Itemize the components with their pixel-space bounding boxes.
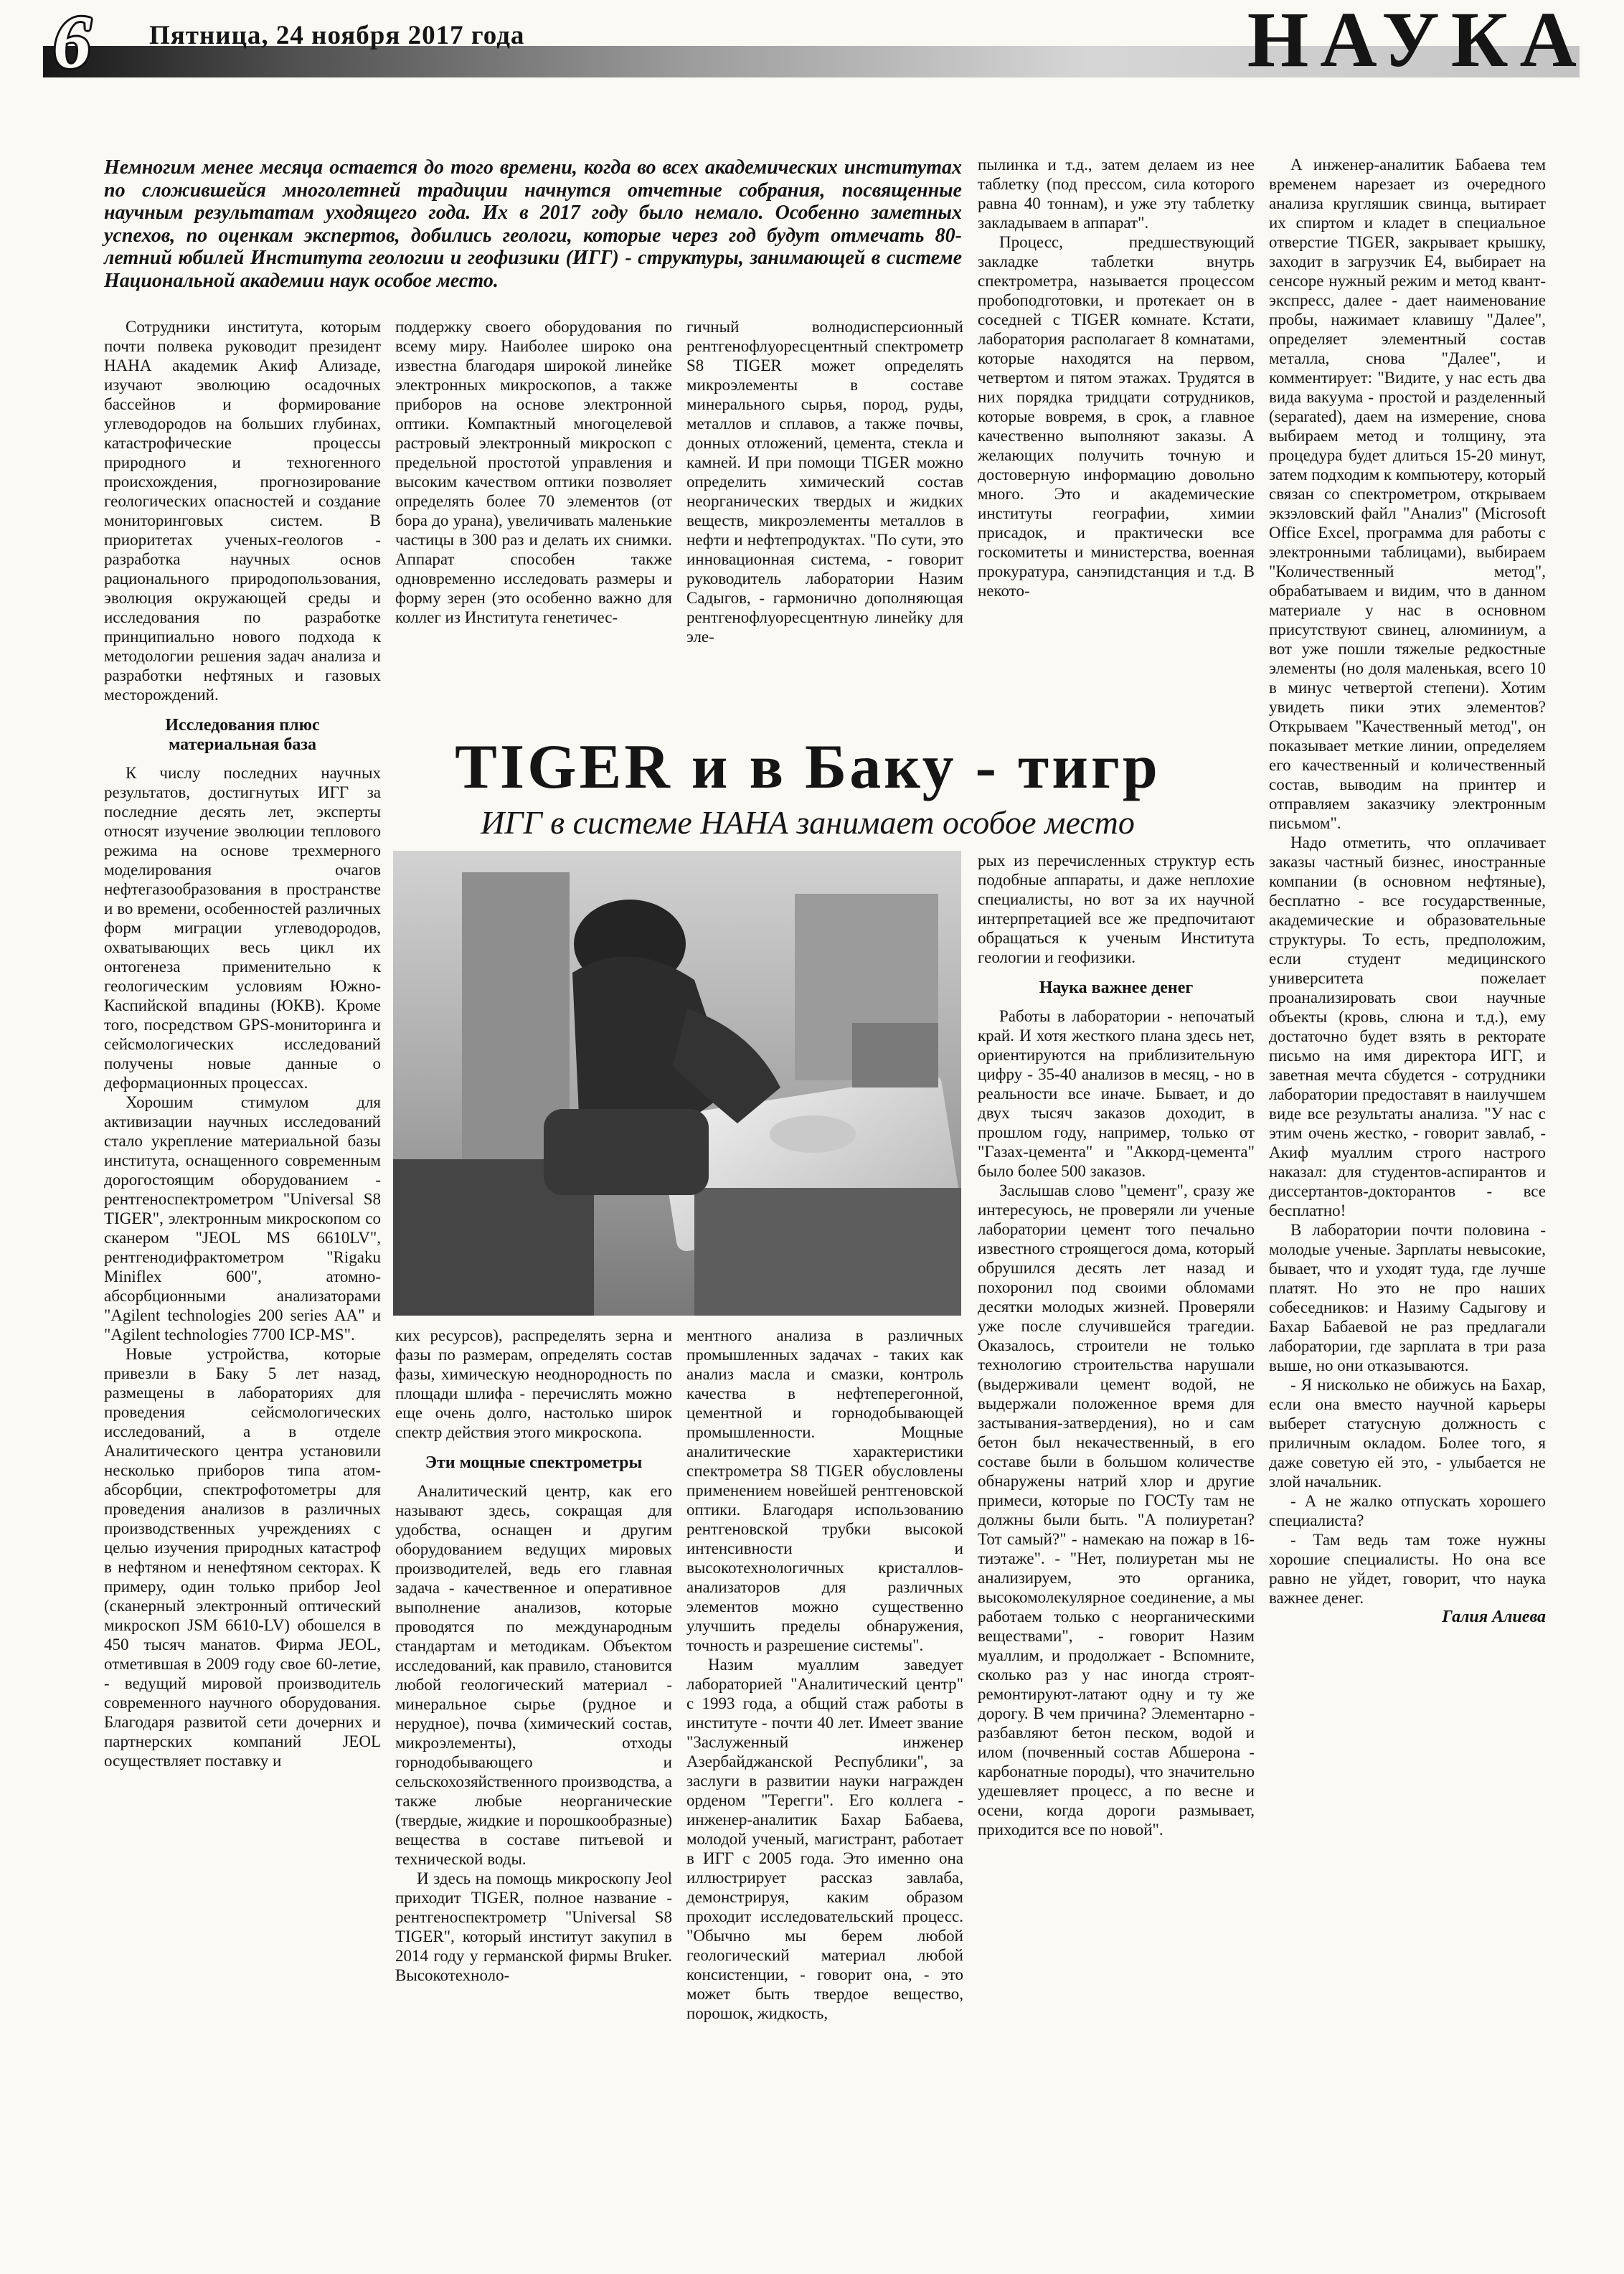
paragraph: И здесь на помощь микроскопу Jeol приходит TIGER, полное название - рентгеноспектрометр "Universal S8 TIGER", который институт закупил в 2014 году у германской фирмы Bruker. Высокотехноло-: [395, 1869, 672, 1984]
paragraph: А инженер-аналитик Бабаева тем временем нарезает из очередного анализа кругляшик свинца, вытирает их спиртом и кладет в специальное отверстие TIGER, закрывает крышку, заходит в загрузчик Е4, выбирает на сенсоре нужный режим и метод квант-экспресс, далее - дает наименование пробы, нажимает клавишу "Далее", определяет элементный состав металла, снова "Далее", и комментирует: "Видите, у нас есть два вида вакуума - простой и разделенный (separated), даем на измерение, снова выбираем метод и толщину, эта процедура будет длиться 15-20 минут, затем подходим к компьютеру, который связан со спектрометром, открываем экзэловский файл "Анализ" (Microsoft Office Excel, программа для работы с электронными таблицами), выбираем "Количественный метод", обрабатываем и видим, что в данном материале у нас в основном присутствуют свинец, алюминиум, а вот уже пошли тяжелые редкостные элементы (но доля маленькая, всего 10 в минус четвертой степени). Хотим увидеть пики этих элементов? Открываем "Качественный метод", он показывает меткие линии, определяем его качественный и количественный состав, выводим на принтер и отправляем заказчику электронным письмом".: [1269, 156, 1546, 832]
paragraph: К числу последних научных результатов, достигнутых ИГГ за последние десять лет, эксперты относят изучение эволюции теплового режима на основе трехмерного моделирования очагов нефтегазообразования в пространстве и во времени, особенностей различных форм миграции углеводородов, охватывающих весь цикл их онтогенеза применительно к геологическим условиям Южно-Каспийской впадины (ЮКВ). Кроме того, посредством GPS-мониторинга и сейсмологических исследований получены новые данные о деформационных процессах.: [104, 764, 381, 1092]
lead-paragraph: Немногим менее месяца остается до того времени, когда во всех академических институтах по сложившейся многолетней традиции начнутся отчетные собрания, посвященные научным результатам уходящего года. Их в 2017 году было немало. Особенно заметных успехов, по оценкам экспертов, добились геологи, которые через год будут отмечать 80-летний юбилей Института геологии и геофизики (ИГГ) - структуры, занимающей в системе Национальной академии наук особое место.: [104, 156, 962, 292]
column-4-lower: [978, 851, 1255, 2228]
paragraph: Процесс, предшествующий закладке таблетки внутрь спектрометра, называется процессом пробоподготовки, и протекает он в соседней с TIGER комнате. Кстати, лаборатория располагает 8 комнатами, которые находятся на первом, четвертом и пятом этажах. Трудятся в них порядка тридцати сотрудников, которые вовремя, в срок, а главное качественно выполняют заказы. А желающих получить точную и достоверную информацию довольно много. Это и академические институты географии, химии присадок, и практически все госкомитеты и министерства, военная прокуратура, санэпидстанция и т.д. В некото-: [978, 233, 1255, 600]
paragraph: В лаборатории почти половина - молодые ученые. Зарплаты невысокие, бывает, что и уходят туда, где лучше платят. Но это не про наших собеседников: и Назиму Садыгову и Бахар Бабаевой не раз предлагали лаборатории, где зарплата в три раза выше, но они отказываются.: [1269, 1221, 1546, 1374]
article-headline: TIGER и в Баку - тигр: [455, 732, 1161, 802]
paragraph: Назим муаллим заведует лабораторией "Аналитический центр" с 1993 года, а общий стаж работы в институте - почти 40 лет. Имеет звание "Заслуженный инженер Азербайджанской Республики", за заслуги в развитии науки награжден орденом "Терегги". Его коллега - инженер-аналитик Бахар Бабаева, молодой ученый, магистрант, работает в ИГГ с 2005 года. Это именно она иллюстрирует рассказ завлаба, демонстрируя, каким образом проходит исследовательский процесс. "Обычно мы берем любой геологический материал любой консистенции, - говорит она, - это может быть твердое вещество, порошок, жидкость,: [686, 1656, 963, 2022]
paragraph: ких ресурсов), распределять зерна и фазы по размерам, определять состав фазы, химическую неоднородность по площади шлифа - перечислять можно еще очень долго, настолько широк спектр действия этого микроскопа.: [395, 1326, 672, 1441]
article-photo: [393, 851, 961, 1316]
article-subheadline: ИГГ в системе НАНА занимает особое место: [481, 804, 1135, 841]
photo-illustration: [393, 851, 961, 1316]
paragraph: пылинка и т.д., затем делаем из нее таблетку (под прессом, сила которого равна 40 тоннам), и уже эту таблетку закладываем в аппарат".: [978, 156, 1255, 232]
paragraph: Хорошим стимулом для активизации научных исследований стало укрепление материальной базы института, оснащенного современным дорогостоящим оборудованием - рентгеноспектрометром "Universal S8 TIGER", электронным микроскопом со сканером "JEOL MS 6610LV", рентгенодифрактометром "Rigaku Miniflex 600", атомно-абсорбционными анализаторами "Agilent technologies 200 series AA" и "Agilent technologies 7700 ICP-MS".: [104, 1093, 381, 1344]
paragraph: рых из перечисленных структур есть подобные аппараты, и даже неплохие специалисты, но вот за их научной интерпретацией все же предпочитают обращаться к ученым Института геологии и геофизики.: [978, 851, 1255, 966]
column-3-upper: [686, 317, 963, 737]
column-5: [1269, 155, 1546, 2235]
subhead-spectrometers: Эти мощные спектрометры: [425, 1453, 643, 1472]
paragraph: - Там ведь там тоже нужны хорошие специалисты. Но она все равно не уйдет, говорит, что наука важнее денег.: [1269, 1531, 1546, 1607]
subhead-science-over-money: Наука важнее денег: [1039, 978, 1194, 997]
column-1: [104, 317, 381, 2228]
paragraph: Работы в лаборатории - непочатый край. И хотя жесткого плана здесь нет, ориентируются на приблизительную цифру - 35-40 анализов в месяц, - но в реальности все иначе. Бывает, и до двух тысяч заказов доходит, в прошлом году, например, только от "Газах-цемента" и "Аккорд-цемента" было более 500 заказов.: [978, 1007, 1255, 1180]
paragraph: Аналитический центр, как его называют здесь, сокращая для удобства, оснащен и другим оборудованием ведущих мировых производителей, ведь его главная задача - качественное и оперативное выполнение анализов, которые проводятся по международным стандартам и методикам. Объектом исследований, как правило, становится любой геологический материал - минеральное сырье (рудное и нерудное), почва (химический состав, микроэлементы), отходы горнодобывающего и сельскохозяйственного производства, а также любые неорганические (твердые, жидкие и порошкообразные) вещества в составе питьевой и технической воды.: [395, 1482, 672, 1868]
page-number: 6: [53, 0, 91, 84]
column-4-upper: [978, 155, 1255, 737]
column-2-lower: [395, 1326, 672, 2228]
subhead-research-base: Исследования плюс материальная база: [165, 716, 320, 754]
paragraph: Надо отметить, что оплачивает заказы частный бизнес, иностранные компании (в основном нефтяные), бесплатно - все государственные, академические и образовательные структуры. То есть, предположим, если студент медицинского университета пожелает проанализировать свои научные объекты (кровь, слюна и т.д.), ему достаточно будет взять в ректорате письмо на имя директора ИГГ, и заветная мечта сбудется - сотрудники лаборатории предоставят в наилучшем виде все результаты анализа. "У нас с этим очень жестко, - говорит завлаб, - Акиф муаллим строго настрого наказал: для студентов-аспирантов и диссертантов-докторантов - все бесплатно!: [1269, 834, 1546, 1219]
paragraph: - А не жалко отпускать хорошего специалиста?: [1269, 1492, 1546, 1529]
paragraph: гичный волнодисперсионный рентгенофлуоресцентный спектрометр S8 TIGER может определять микроэлементы в составе минерального сырья, пород, руды, металлов и сплавов, а также почвы, донных отложений, цемента, стекла и камней. И при помощи TIGER можно определить химический состав неорганических твердых и жидких веществ, микроэлементы металлов в нефти и нефтепродуктах. "По сути, это инновационная система, - говорит руководитель лаборатории Назим Садыгов, - гармонично дополняющая рентгенофлуоресцентную линейку для эле-: [686, 318, 963, 646]
column-2-upper: [395, 317, 672, 737]
paragraph: - Я нисколько не обижусь на Бахар, если она вместо научной карьеры выберет статусную должность с приличным окладом. Более того, я даже советую ей это, - улыбается не злой начальник.: [1269, 1376, 1546, 1491]
paragraph: Сотрудники института, которым почти полвека руководит президент НАНА академик Акиф Ализаде, изучают эволюцию осадочных бассейнов и формирование углеводородов на больших глубинах, катастрофические процессы природного и техногенного происхождения, прогнозирование геологических опасностей и создание мониторинговых систем. В приоритетах ученых-геологов - разработка научных основ рационального природопользования, эволюция окружающей среды и исследования по разработке принципиально нового подхода к методологии решения задач анализа и разработки нефтяных и газовых месторождений.: [104, 318, 381, 704]
section-title: НАУКА: [1247, 0, 1588, 83]
column-3-lower: [686, 1326, 963, 2228]
paragraph: поддержку своего оборудования по всему миру. Наиболее широко она известна благодаря широкой линейке электронных микроскопов, а также приборов на основе электронной оптики. Компактный многоцелевой растровый электронный микроскоп с предельной простотой управления и высоким качеством оптики позволяет определять более 70 элементов (от бора до урана), увеличивать маленькие частицы в 300 раз и делать их снимки. Аппарат способен также одновременно исследовать размеры и форму зерен (это особенно важно для коллег из Института генетичес-: [395, 318, 672, 626]
author-signature: Галия Алиева: [1442, 1608, 1546, 1626]
paragraph: ментного анализа в различных промышленных задачах - таких как анализ масла и смазки, контроль качества в нефтеперегонной, цементной и горнодобывающей промышленности. Мощные аналитические характеристики спектрометра S8 TIGER обусловлены применением новейшей рентгеновской оптики. Благодаря использованию рентгеновской трубки высокой интенсивности и высокотехнологичных кристаллов-анализаторов для различных элементов можно существенно улучшить пределы обнаружения, точность и разрешение системы".: [686, 1326, 963, 1654]
paragraph: Заслышав слово "цемент", сразу же интересуюсь, не проверяли ли ученые лаборатории цемент того печально известного строящегося дома, который обрушился десять лет назад и похоронил под своими обломами десятки молодых жизней. Проверяли уже после случившейся трагедии. Оказалось, строители не только технологию строительства нарушали (выдерживали цемент водой, не выдержали положенное время для застывания-затвердения), но и сам бетон был некачественный, в его составе были в большом количестве обнаружены натрий хлор и другие примеси, которые по ГОСТу там не должны были быть. "А полиуретан? Тот самый?" - намекаю на пожар в 16-тиэтаже". - "Нет, полиуретан мы не анализируем, это органика, высокомолекулярное соединение, а мы работаем только с неорганическими веществами", - говорит Назим муаллим, и продолжает - Вспомните, сколько раз у нас иногда строят-ремонтируют-латают одну и ту же дорогу. В чем причина? Элементарно - разбавляют бетон песком, водой и илом (почвенный состав Абшерона - карбонатные породы), что значительно удешевляет процесс, а по весне и осени, когда дороги размывает, приходится все по новой".: [978, 1181, 1255, 1839]
paragraph: Новые устройства, которые привезли в Баку 5 лет назад, размещены в лабораториях для проведения сейсмологических исследований, а в отделе Аналитического центра установили несколько приборов типа атом-абсорбции, спектрофотометры для проведения анализов в различных производственных учреждениях с целью изучения природных катастроф в нефтяном и ненефтяном секторах. К примеру, один только прибор Jeol (сканерный электронный оптический микроскоп JSM 6610-LV) обошелся в 450 тысяч манатов. Фирма JEOL, отметившая в 2009 году свое 60-летие, - ведущий мировой производитель современного научного оборудования. Благодаря развитой сети дочерних и партнерских компаний JEOL осуществляет поставку и: [104, 1345, 381, 1770]
issue-date: Пятница, 24 ноября 2017 года: [149, 21, 525, 50]
